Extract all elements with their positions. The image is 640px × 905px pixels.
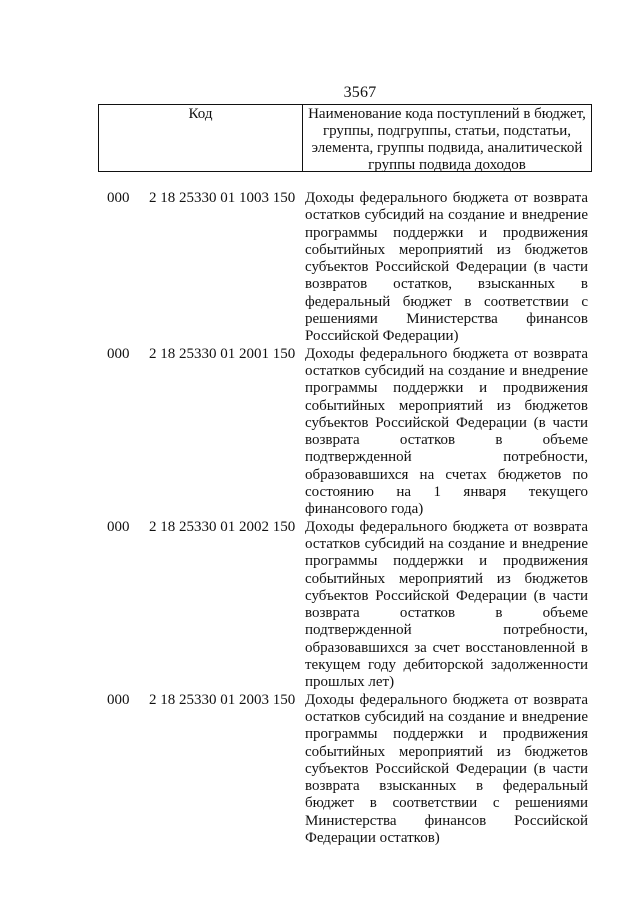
income-description: Доходы федерального бюджета от возврата остатков субсидий на создание и внедрение программы поддержки и продвижения событийных мероприятий из бюджетов субъектов Российской Федерации (в части возвратов остатков, взысканных в федеральный бюджет в соответствии с решениями Министерства финансов Российской Федерации) [305,190,588,345]
admin-code: 000 [107,691,130,708]
income-description: Доходы федерального бюджета от возврата остатков субсидий на создание и внедрение программы поддержки и продвижения событийных мероприятий из бюджетов субъектов Российской Федерации (в части возврата остатков в объеме подтвержденной потребности, образовавшихся на счетах бюджетов по состоянию на 1 января текущего финансового года) [305,345,588,518]
table-body [0,190,640,847]
table-row [0,519,640,692]
income-code: 2 18 25330 01 2002 150 [149,518,296,535]
header-name-column: Наименование кода поступлений в бюджет, группы, подгруппы, статьи, подстатьи, элемента, группы подвида, аналитической группы подвида доходов [308,106,586,173]
table-header [98,104,592,172]
admin-code: 000 [107,518,130,535]
income-code: 2 18 25330 01 1003 150 [149,190,296,206]
admin-code: 000 [107,190,130,206]
income-description: Доходы федерального бюджета от возврата остатков субсидий на создание и внедрение программы поддержки и продвижения событийных мероприятий из бюджетов субъектов Российской Федерации (в части возврата взысканных в федеральный бюджет в соответствии с решениями Министерства финансов Российской Федерации остатков) [305,691,588,846]
table-row [0,190,640,346]
income-code: 2 18 25330 01 2003 150 [149,691,296,708]
admin-code: 000 [107,345,130,362]
table-row [0,692,640,848]
page-number: 3567 [343,84,377,101]
header-code-column: Код [99,105,303,171]
income-description: Доходы федерального бюджета от возврата остатков субсидий на создание и внедрение программы поддержки и продвижения событийных мероприятий из бюджетов субъектов Российской Федерации (в части возврата остатков в объеме подтвержденной потребности, образовавшихся за счет восстановленной в текущем году дебиторской задолженности прошлых лет) [305,518,588,691]
table-row [0,346,640,519]
income-code: 2 18 25330 01 2001 150 [149,345,296,362]
